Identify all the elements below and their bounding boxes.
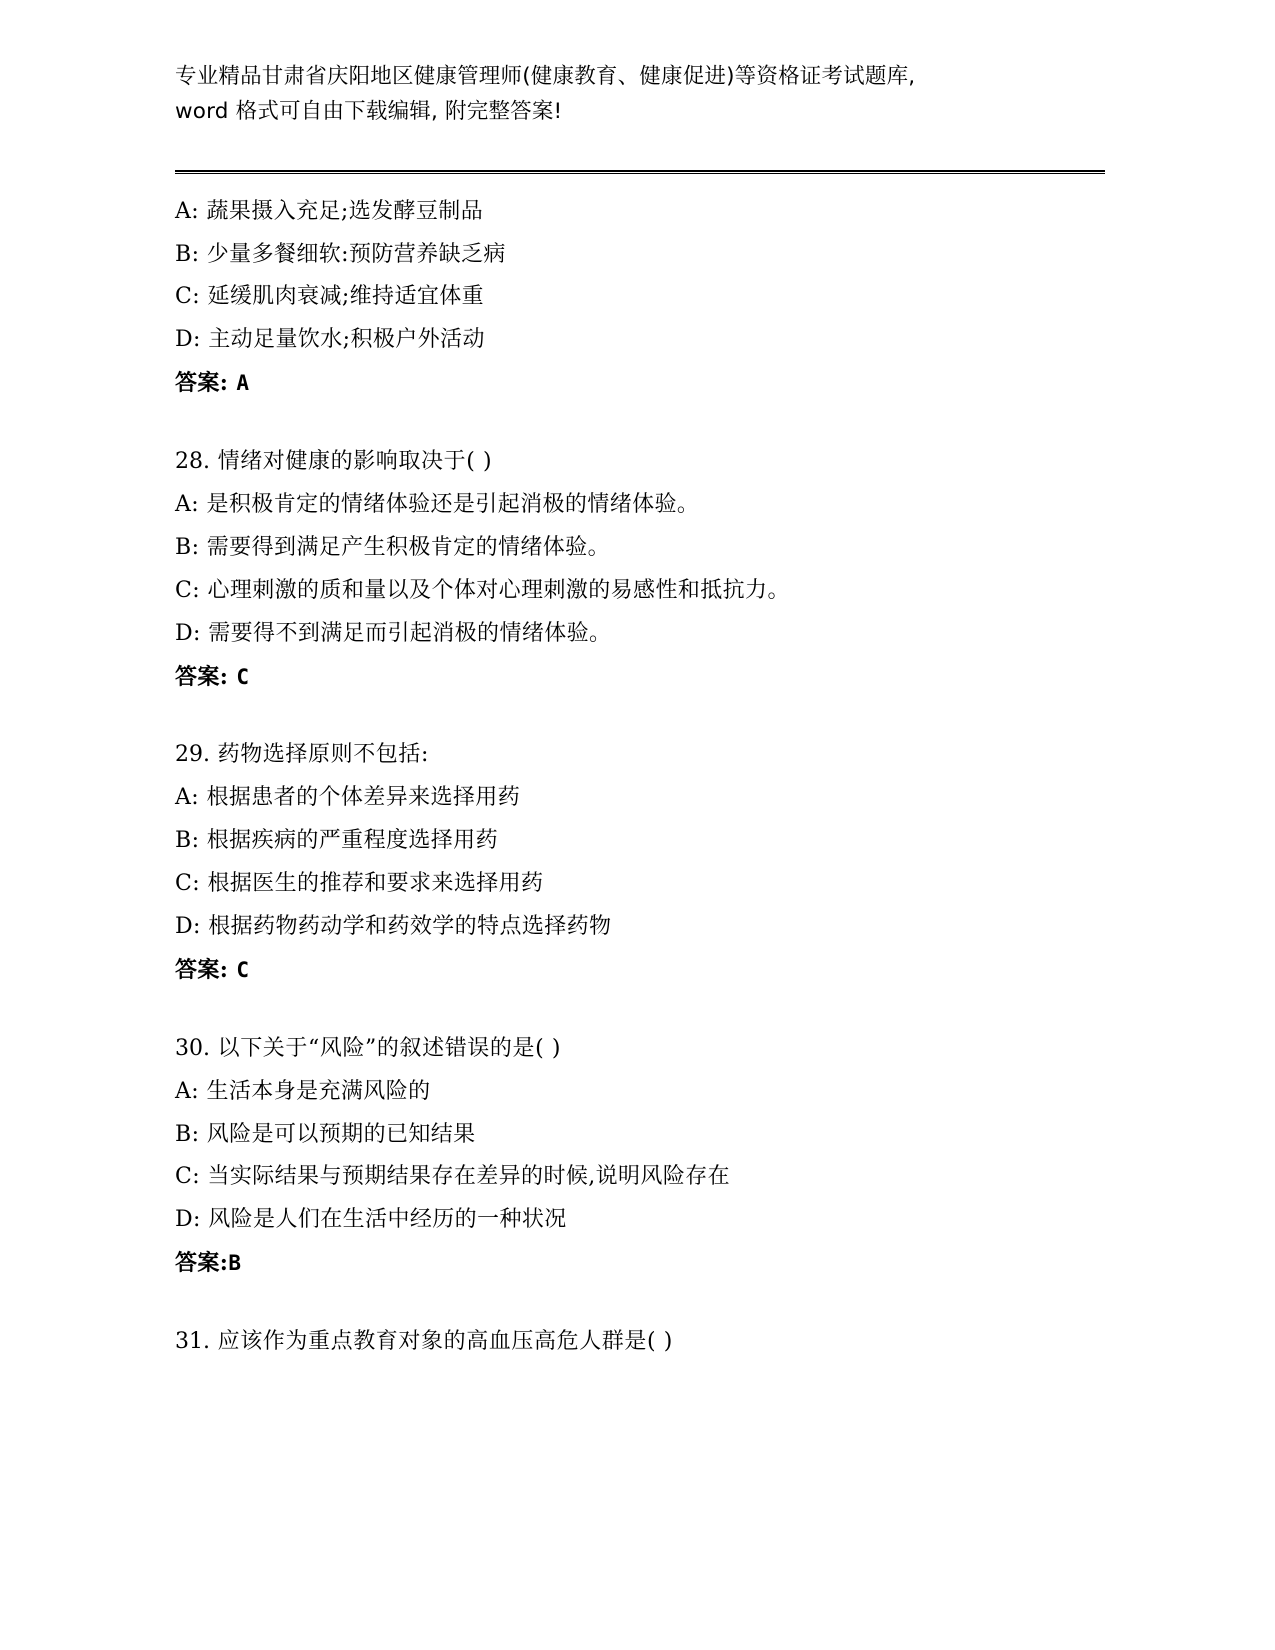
question-text: 情绪对健康的影响取决于( ) bbox=[217, 449, 493, 475]
header-line-1: 专业精品甘肃省庆阳地区健康管理师(健康教育、健康促进)等资格证考试题库, bbox=[175, 64, 916, 89]
question-title bbox=[175, 734, 1105, 777]
option-a: A: 是积极肯定的情绪体验还是引起消极的情绪体验。 bbox=[175, 492, 700, 517]
option-b: B: 根据疾病的严重程度选择用药 bbox=[175, 828, 498, 854]
answer-line bbox=[175, 949, 1105, 992]
question-number: 31. bbox=[175, 1329, 210, 1355]
spacer bbox=[175, 992, 1105, 1028]
answer-label: 答案: bbox=[175, 1250, 229, 1277]
option-a: A: 根据患者的个体差异来选择用药 bbox=[175, 785, 521, 811]
spacer bbox=[175, 698, 1105, 734]
option-a: A: 蔬果摄入充足;选发酵豆制品 bbox=[175, 198, 484, 224]
question-text: 应该作为重点教育对象的高血压高危人群是( ) bbox=[217, 1329, 673, 1355]
option-b: B: 风险是可以预期的已知结果 bbox=[175, 1121, 476, 1147]
answer-line bbox=[175, 1242, 1105, 1285]
page-header bbox=[175, 60, 1105, 130]
option-c: C: 根据医生的推荐和要求来选择用药 bbox=[175, 871, 544, 897]
question-30 bbox=[175, 1028, 1105, 1285]
answer-value: B bbox=[228, 1251, 242, 1276]
option-b: B: 少量多餐细软:预防营养缺乏病 bbox=[175, 241, 506, 267]
question-29 bbox=[175, 734, 1105, 991]
question-title bbox=[175, 1028, 1105, 1071]
answer-label: 答案: bbox=[175, 956, 229, 983]
answer-value: A bbox=[236, 371, 250, 396]
spacer bbox=[175, 405, 1105, 441]
question-text: 药物选择原则不包括: bbox=[217, 742, 430, 768]
answer-line bbox=[175, 656, 1105, 699]
option-d: D: 风险是人们在生活中经历的一种状况 bbox=[175, 1207, 567, 1233]
question-31 bbox=[175, 1321, 1105, 1364]
option-d: D: 需要得不到满足而引起消极的情绪体验。 bbox=[175, 620, 612, 646]
question-title bbox=[175, 1321, 1105, 1364]
answer-value: C bbox=[236, 664, 250, 689]
document-body bbox=[175, 191, 1105, 1364]
option-c: C: 延缓肌肉衰减;维持适宜体重 bbox=[175, 284, 485, 310]
answer-line bbox=[175, 362, 1105, 405]
answer-value: C bbox=[236, 957, 250, 982]
question-number: 28. bbox=[175, 449, 210, 475]
header-divider bbox=[175, 170, 1105, 173]
question-title bbox=[175, 441, 1105, 484]
option-a: A: 生活本身是充满风险的 bbox=[175, 1078, 431, 1104]
question-28 bbox=[175, 441, 1105, 698]
option-b: B: 需要得到满足产生积极肯定的情绪体验。 bbox=[175, 534, 610, 560]
answer-label: 答案: bbox=[175, 663, 229, 690]
option-c: C: 当实际结果与预期结果存在差异的时候,说明风险存在 bbox=[175, 1164, 731, 1190]
question-text: 以下关于“风险”的叙述错误的是( ) bbox=[217, 1035, 562, 1061]
option-d: D: 根据药物药动学和药效学的特点选择药物 bbox=[175, 914, 612, 940]
option-d: D: 主动足量饮水;积极户外活动 bbox=[175, 327, 485, 353]
partial-question-block bbox=[175, 191, 1105, 405]
option-c: C: 心理刺激的质和量以及个体对心理刺激的易感性和抵抗力。 bbox=[175, 577, 790, 603]
header-line-2: word 格式可自由下载编辑, 附完整答案! bbox=[175, 98, 563, 124]
spacer bbox=[175, 1285, 1105, 1321]
question-number: 30. bbox=[175, 1035, 210, 1061]
answer-label: 答案: bbox=[175, 370, 229, 397]
question-number: 29. bbox=[175, 742, 210, 768]
